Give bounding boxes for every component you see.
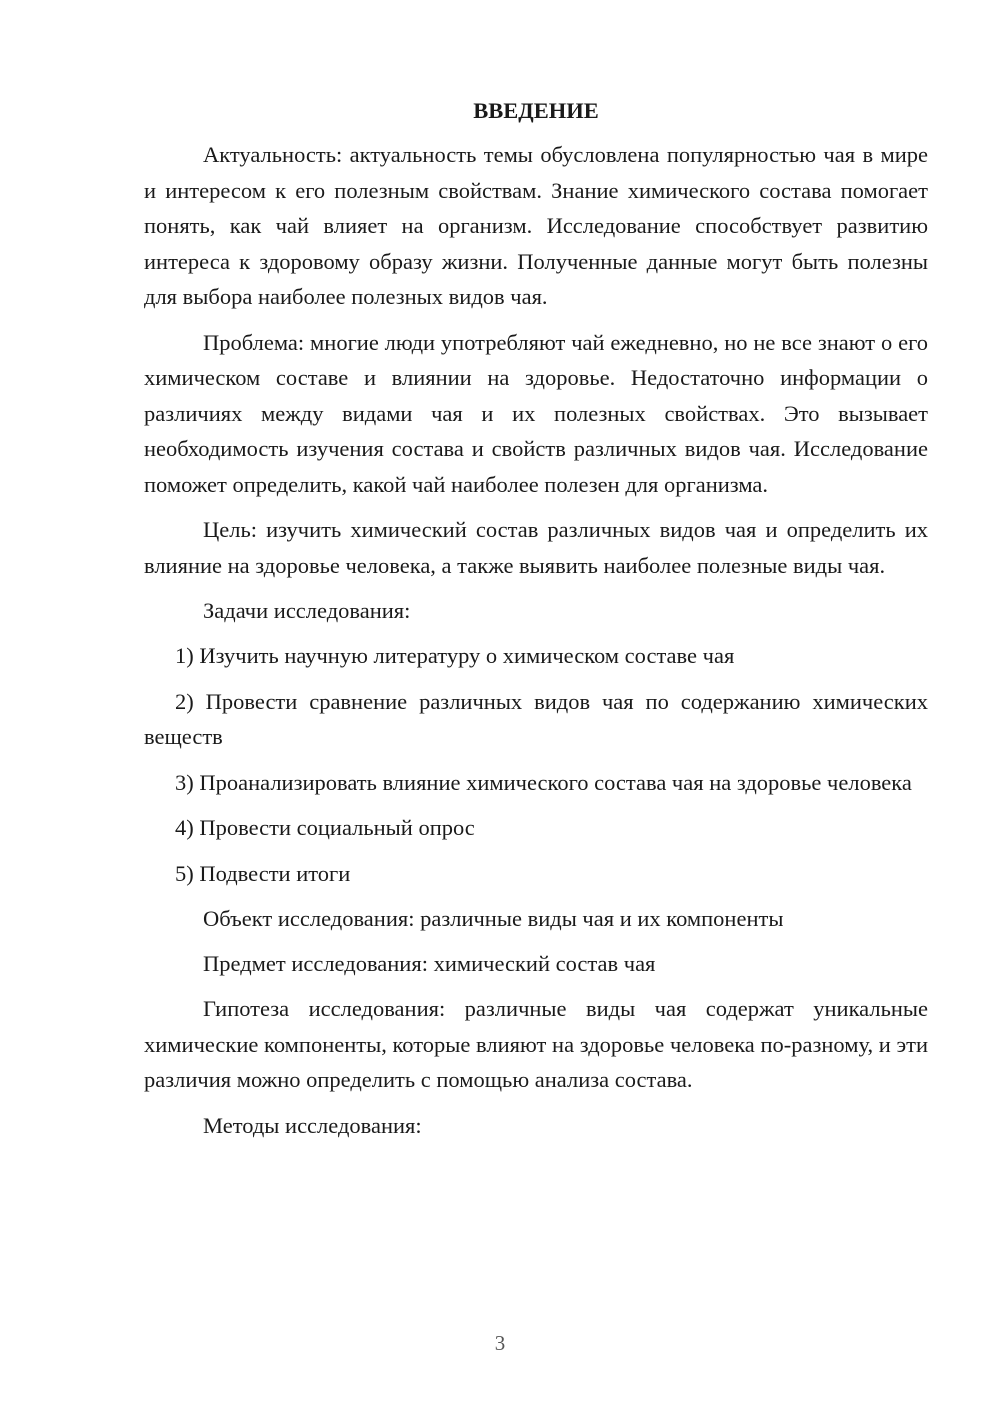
hypothesis-paragraph: Гипотеза исследования: различные виды чая содержат уникальные химические компоненты, которые влияют на здоровье человека по-разному, и эти различия можно определить с помощью анализа состава. [144, 996, 928, 1092]
tasks-heading: Задачи исследования: [203, 598, 411, 623]
goal-paragraph: Цель: изучить химический состав различных видов чая и определить их влияние на здоровье человека, а также выявить наиболее полезные виды чая. [144, 517, 928, 578]
document-page [144, 96, 928, 1153]
relevance-paragraph: Актуальность: актуальность темы обусловлена популярностью чая в мире и интересом к его полезным свойствам. Знание химического состава помогает понять, как чай влияет на организм. Исследование способствует развитию интереса к здоровому образу жизни. Полученные данные могут быть полезны для выбора наиболее полезных видов чая. [144, 142, 928, 309]
task-item: 4) Провести социальный опрос [175, 815, 475, 840]
task-item: 2) Провести сравнение различных видов чая по содержанию химических веществ [144, 688, 928, 749]
page-number: 3 [494, 1331, 506, 1355]
research-object: Объект исследования: различные виды чая и их компоненты [203, 906, 784, 931]
methods-heading: Методы исследования: [203, 1112, 422, 1138]
problem-paragraph: Проблема: многие люди употребляют чай ежедневно, но не все знают о его химическом составе и влиянии на здоровье. Недостаточно информации о различиях между видами чая и их полезных свойствах. Это вызывает необходимость изучения состава и свойств различных видов чая. Исследование поможет определить, какой чай наиболее полезен для организма. [144, 329, 928, 497]
research-subject: Предмет исследования: химический состав чая [203, 951, 656, 976]
task-item: 5) Подвести итоги [175, 860, 351, 886]
document-title: ВВЕДЕНИЕ [473, 98, 599, 123]
task-item: 3) Проанализировать влияние химического состава чая на здоровье человека [175, 769, 912, 795]
task-item: 1) Изучить научную литературу о химическом составе чая [175, 643, 735, 668]
